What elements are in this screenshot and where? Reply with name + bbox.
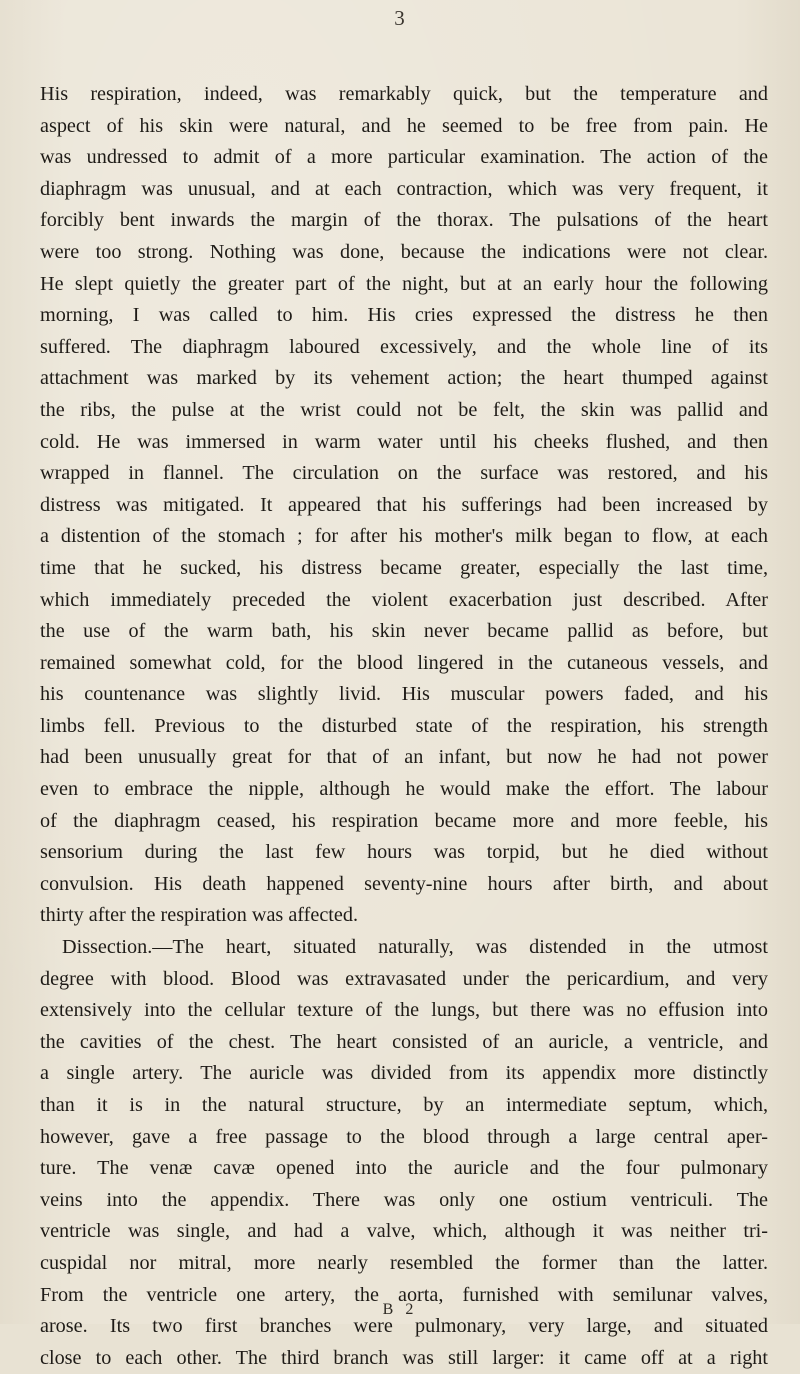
text-line: which immediately preceded the violent exacerbation just described. After [40, 588, 768, 611]
text-line: aspect of his skin were natural, and he seemed to be free from pain. He [40, 114, 768, 137]
text-line: arose. Its two first branches were pulmonary, very large, and situated [40, 1315, 768, 1338]
text-line: of the diaphragm ceased, his respiration became more and more feeble, his [40, 809, 768, 832]
text-line: distress was mitigated. It appeared that his sufferings had been increased by [40, 493, 768, 516]
text-line: degree with blood. Blood was extravasated under the pericardium, and very [40, 967, 768, 990]
text-line: morning, I was called to him. His cries expressed the distress he then [40, 304, 768, 327]
text-line: veins into the appendix. There was only one ostium ventriculi. The [40, 1188, 768, 1211]
text-line: forcibly bent inwards the margin of the thorax. The pulsations of the heart [40, 209, 768, 232]
text-line: the use of the warm bath, his skin never became pallid as before, but [40, 620, 768, 643]
text-line: extensively into the cellular texture of the lungs, but there was no effusion into [40, 999, 768, 1022]
text-line: ture. The venæ cavæ opened into the auricle and the four pulmonary [40, 1157, 768, 1180]
text-line: wrapped in flannel. The circulation on the surface was restored, and his [40, 462, 768, 485]
text-line: the cavities of the chest. The heart consisted of an auricle, a ventricle, and [40, 1030, 768, 1053]
text-line: his countenance was slightly livid. His muscular powers faded, and his [40, 683, 768, 706]
text-line: He slept quietly the greater part of the night, but at an early hour the following [40, 272, 768, 295]
text-line: cold. He was immersed in warm water until his cheeks flushed, and then [40, 430, 768, 453]
text-line: attachment was marked by its vehement action; the heart thumped against [40, 367, 768, 390]
text-line: suffered. The diaphragm laboured excessively, and the whole line of its [40, 335, 768, 358]
text-line: diaphragm was unusual, and at each contraction, which was very frequent, it [40, 177, 768, 200]
page-number: 3 [394, 6, 406, 30]
text-line: close to each other. The third branch was still larger: it came off at a right [40, 1346, 768, 1369]
text-line: was undressed to admit of a more particular examination. The action of the [40, 146, 768, 169]
text-line: remained somewhat cold, for the blood lingered in the cutaneous vessels, and [40, 651, 768, 674]
text-line: however, gave a free passage to the blood through a large central aper- [40, 1125, 768, 1148]
body-text [40, 79, 768, 1374]
text-line: His respiration, indeed, was remarkably quick, but the temperature and [40, 83, 768, 105]
text-line: convulsion. His death happened seventy-nine hours after birth, and about [40, 872, 768, 895]
text-line: than it is in the natural structure, by an intermediate septum, which, [40, 1094, 768, 1116]
text-line: the ribs, the pulse at the wrist could not be felt, the skin was pallid and [40, 398, 768, 421]
text-line: limbs fell. Previous to the disturbed state of the respiration, his strength [40, 714, 768, 737]
text-line: cuspidal nor mitral, more nearly resembled the former than the latter. [40, 1251, 768, 1274]
paragraph-end-line: thirty after the respiration was affected. [40, 904, 359, 927]
text-line: From the ventricle one artery, the aorta, furnished with semilunar valves, [40, 1283, 768, 1306]
text-line: a single artery. The auricle was divided from its appendix more distinctly [40, 1062, 768, 1085]
text-line: ventricle was single, and had a valve, which, although it was neither tri- [40, 1220, 768, 1243]
text-line: a distention of the stomach ; for after his mother's milk began to flow, at each [40, 525, 768, 548]
text-line: even to embrace the nipple, although he would make the effort. The labour [40, 778, 768, 801]
dissection-paragraph-start: Dissection.—The heart, situated naturally, was distended in the utmost [62, 936, 768, 959]
text-line: were too strong. Nothing was done, because the indications were not clear. [40, 240, 768, 263]
text-line: time that he sucked, his distress became greater, especially the last time, [40, 556, 768, 579]
signature-mark: B 2 [382, 1301, 418, 1318]
text-line: sensorium during the last few hours was torpid, but he died without [40, 841, 768, 864]
text-line: had been unusually great for that of an infant, but now he had not power [40, 746, 768, 769]
